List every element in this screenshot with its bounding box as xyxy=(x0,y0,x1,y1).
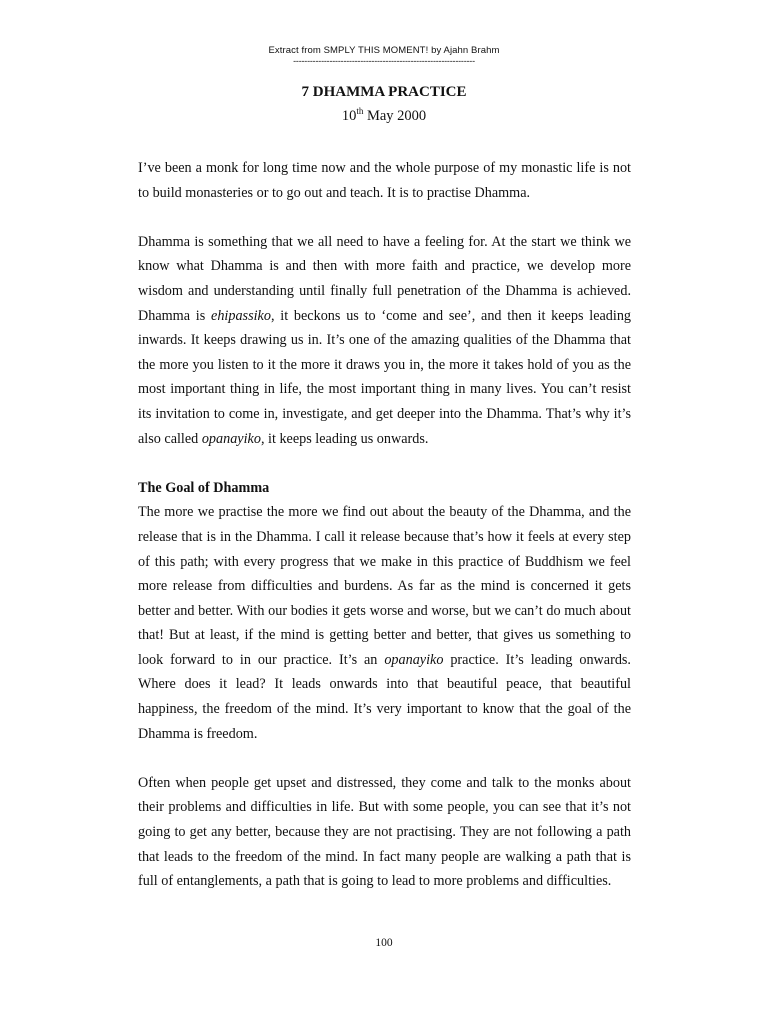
chapter-title: 7 DHAMMA PRACTICE xyxy=(301,84,467,100)
paragraph-dhamma-feeling-part-c: , it keeps leading us onwards. xyxy=(260,430,429,447)
paragraph-dhamma-feeling xyxy=(138,230,631,451)
paragraph-dhamma-feeling-part-a: Dhamma is something that we all need to have a feeling for. At the start we think we know what Dhamma is and then with more faith and practice, we develop more wisdom and understanding until finally full penetration of the Dhamma is achieved. Dhamma is xyxy=(138,233,631,324)
header-extract-line: Extract from SMPLY THIS MOMENT! by Ajahn Brahm xyxy=(268,45,500,56)
chapter-date-rest: May 2000 xyxy=(363,108,427,124)
section-heading-goal: The Goal of Dhamma xyxy=(138,479,270,496)
page-content xyxy=(138,156,631,894)
chapter-date-day: 10 xyxy=(341,108,357,124)
paragraph-goal-part-b: practice. It’s leading onwards. Where does it lead? It leads onwards into that beautiful peace, that beautiful happiness, the freedom of the mind. It’s very important to know that the goal of the Dhamma is freedom. xyxy=(138,651,631,742)
chapter-date xyxy=(0,108,768,125)
chapter-date-suffix: th xyxy=(356,106,364,116)
paragraph-people-distressed: Often when people get upset and distressed, they come and talk to the monks about their problems and difficulties in life. But with some people, you can see that it’s not going to get any better, because they are not practising. They are not following a path that leads to the freedom of the mind. In fact many people are walking a path that is full of entanglements, a path that is going to lead to more problems and difficulties. xyxy=(138,774,631,890)
paragraph-goal xyxy=(138,500,631,746)
paragraph-intro: I’ve been a monk for long time now and the whole purpose of my monastic life is not to build monasteries or to go out and teach. It is to practise Dhamma. xyxy=(138,160,631,201)
paragraph-dhamma-feeling-part-b: , it beckons us to ‘come and see’, and then it keeps leading inwards. It keeps drawing us in. It’s one of the amazing qualities of the Dhamma that the more you listen to it the more it draws you in, the more it takes hold of you as the most important thing in life, the most important thing in many lives. You can’t resist its invitation to come in, investigate, and get deeper into the Dhamma. That’s why it’s also called xyxy=(138,307,632,447)
term-opanayiko: opanayiko xyxy=(201,430,261,447)
term-ehipassiko: ehipassiko xyxy=(211,307,271,324)
term-opanayiko-second: opanayiko xyxy=(384,651,444,668)
page-number: 100 xyxy=(375,937,393,949)
header-dashed-rule: ----------------------------------------------------------------- xyxy=(293,56,475,66)
paragraph-goal-part-a: The more we practise the more we find out about the beauty of the Dhamma, and the release that is in the Dhamma. I call it release because that’s how it feels at every step of this path; with every progress that we make in this practice of Buddhism we feel more release from difficulties and burdens. As far as the mind is concerned it gets better and better. With our bodies it gets worse and worse, but we can’t do much about that! But at least, if the mind is getting better and better, that gives us something to look forward to in our practice. It’s an xyxy=(138,504,631,668)
